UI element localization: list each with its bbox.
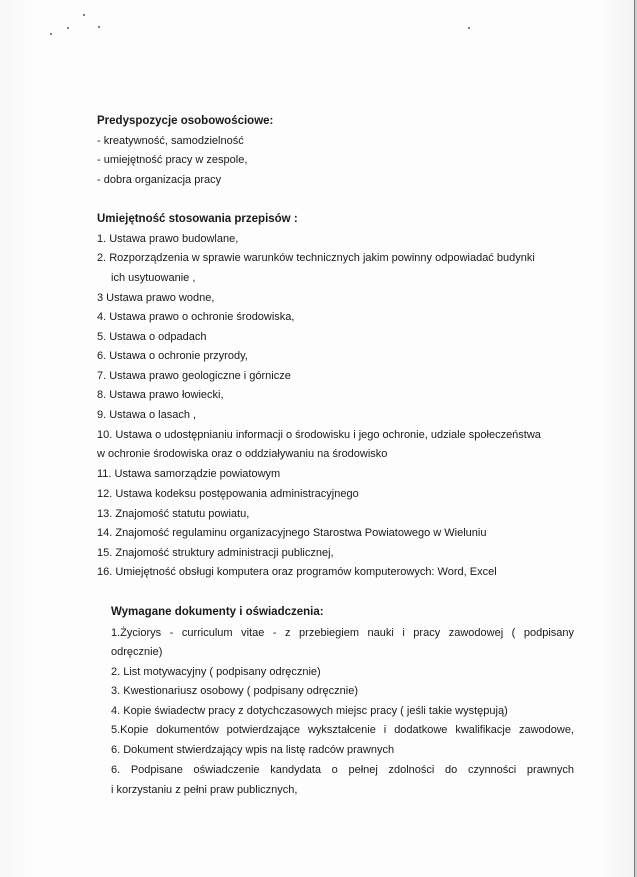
list-item: - kreatywność, samodzielność bbox=[97, 135, 244, 147]
list-item: 14. Znajomość regulaminu organizacyjnego Starostwa Powiatowego w Wieluniu bbox=[97, 527, 487, 539]
list-item: 6. Dokument stwierdzający wpis na listę radców prawnych bbox=[111, 744, 395, 756]
section-heading-regulations: Umiejętność stosowania przepisów : bbox=[97, 213, 298, 225]
list-item: 6. Ustawa o ochronie przyrody, bbox=[97, 350, 248, 362]
list-item: 3 Ustawa prawo wodne, bbox=[97, 292, 215, 304]
section-heading-personality: Predyspozycje osobowościowe: bbox=[97, 115, 274, 127]
list-item: 4. Ustawa prawo o ochronie środowiska, bbox=[97, 311, 295, 323]
list-item: - dobra organizacja pracy bbox=[97, 174, 222, 186]
list-item: 7. Ustawa prawo geologiczne i górnicze bbox=[97, 370, 291, 382]
list-item: 3. Kwestionariusz osobowy ( podpisany odręcznie) bbox=[111, 685, 359, 697]
list-item: ich usytuowanie , bbox=[111, 272, 196, 284]
scan-speck bbox=[83, 14, 85, 16]
list-item: 11. Ustawa samorządzie powiatowym bbox=[97, 468, 281, 480]
list-item: 2. Rozporządzenia w sprawie warunków technicznych jakim powinny odpowiadać budynki bbox=[97, 252, 535, 264]
list-item: 4. Kopie świadectw pracy z dotychczasowych miejsc pracy ( jeśli takie występują) bbox=[111, 705, 508, 717]
list-item: 2. List motywacyjny ( podpisany odręcznie) bbox=[111, 666, 321, 678]
list-item: 10. Ustawa o udostępnianiu informacji o środowisku i jego ochronie, udziale społeczeństwa bbox=[97, 429, 541, 441]
list-item: 5. Ustawa o odpadach bbox=[97, 331, 207, 343]
list-item: 16. Umiejętność obsługi komputera oraz programów komputerowych: Word, Excel bbox=[97, 566, 497, 578]
list-item: 12. Ustawa kodeksu postępowania administracyjnego bbox=[97, 488, 359, 500]
list-item: 8. Ustawa prawo łowiecki, bbox=[97, 389, 224, 401]
section-heading-documents: Wymagane dokumenty i oświadczenia: bbox=[111, 606, 324, 618]
list-item: 9. Ustawa o lasach , bbox=[97, 409, 197, 421]
scan-speck bbox=[50, 33, 52, 35]
list-item: w ochronie środowiska oraz o oddziaływaniu na środowisko bbox=[97, 448, 388, 460]
scan-speck bbox=[468, 27, 470, 29]
list-item: 6. Podpisane oświadczenie kandydata o pełnej zdolności do czynności prawnych bbox=[111, 764, 574, 776]
list-item: 13. Znajomość statutu powiatu, bbox=[97, 508, 250, 520]
list-item: 15. Znajomość struktury administracji publicznej, bbox=[97, 547, 334, 559]
list-item: i korzystaniu z pełni praw publicznych, bbox=[111, 784, 298, 796]
list-item: odręcznie) bbox=[111, 646, 163, 658]
list-item: 1.Życiorys - curriculum vitae - z przebiegiem nauki i pracy zawodowej ( podpisany bbox=[111, 627, 574, 639]
scan-speck bbox=[98, 26, 100, 28]
scan-speck bbox=[67, 27, 69, 29]
list-item: 5.Kopie dokumentów potwierdzające wykształcenie i dodatkowe kwalifikacje zawodowe, bbox=[111, 724, 574, 736]
list-item: - umiejętność pracy w zespole, bbox=[97, 154, 248, 166]
list-item: 1. Ustawa prawo budowlane, bbox=[97, 233, 239, 245]
